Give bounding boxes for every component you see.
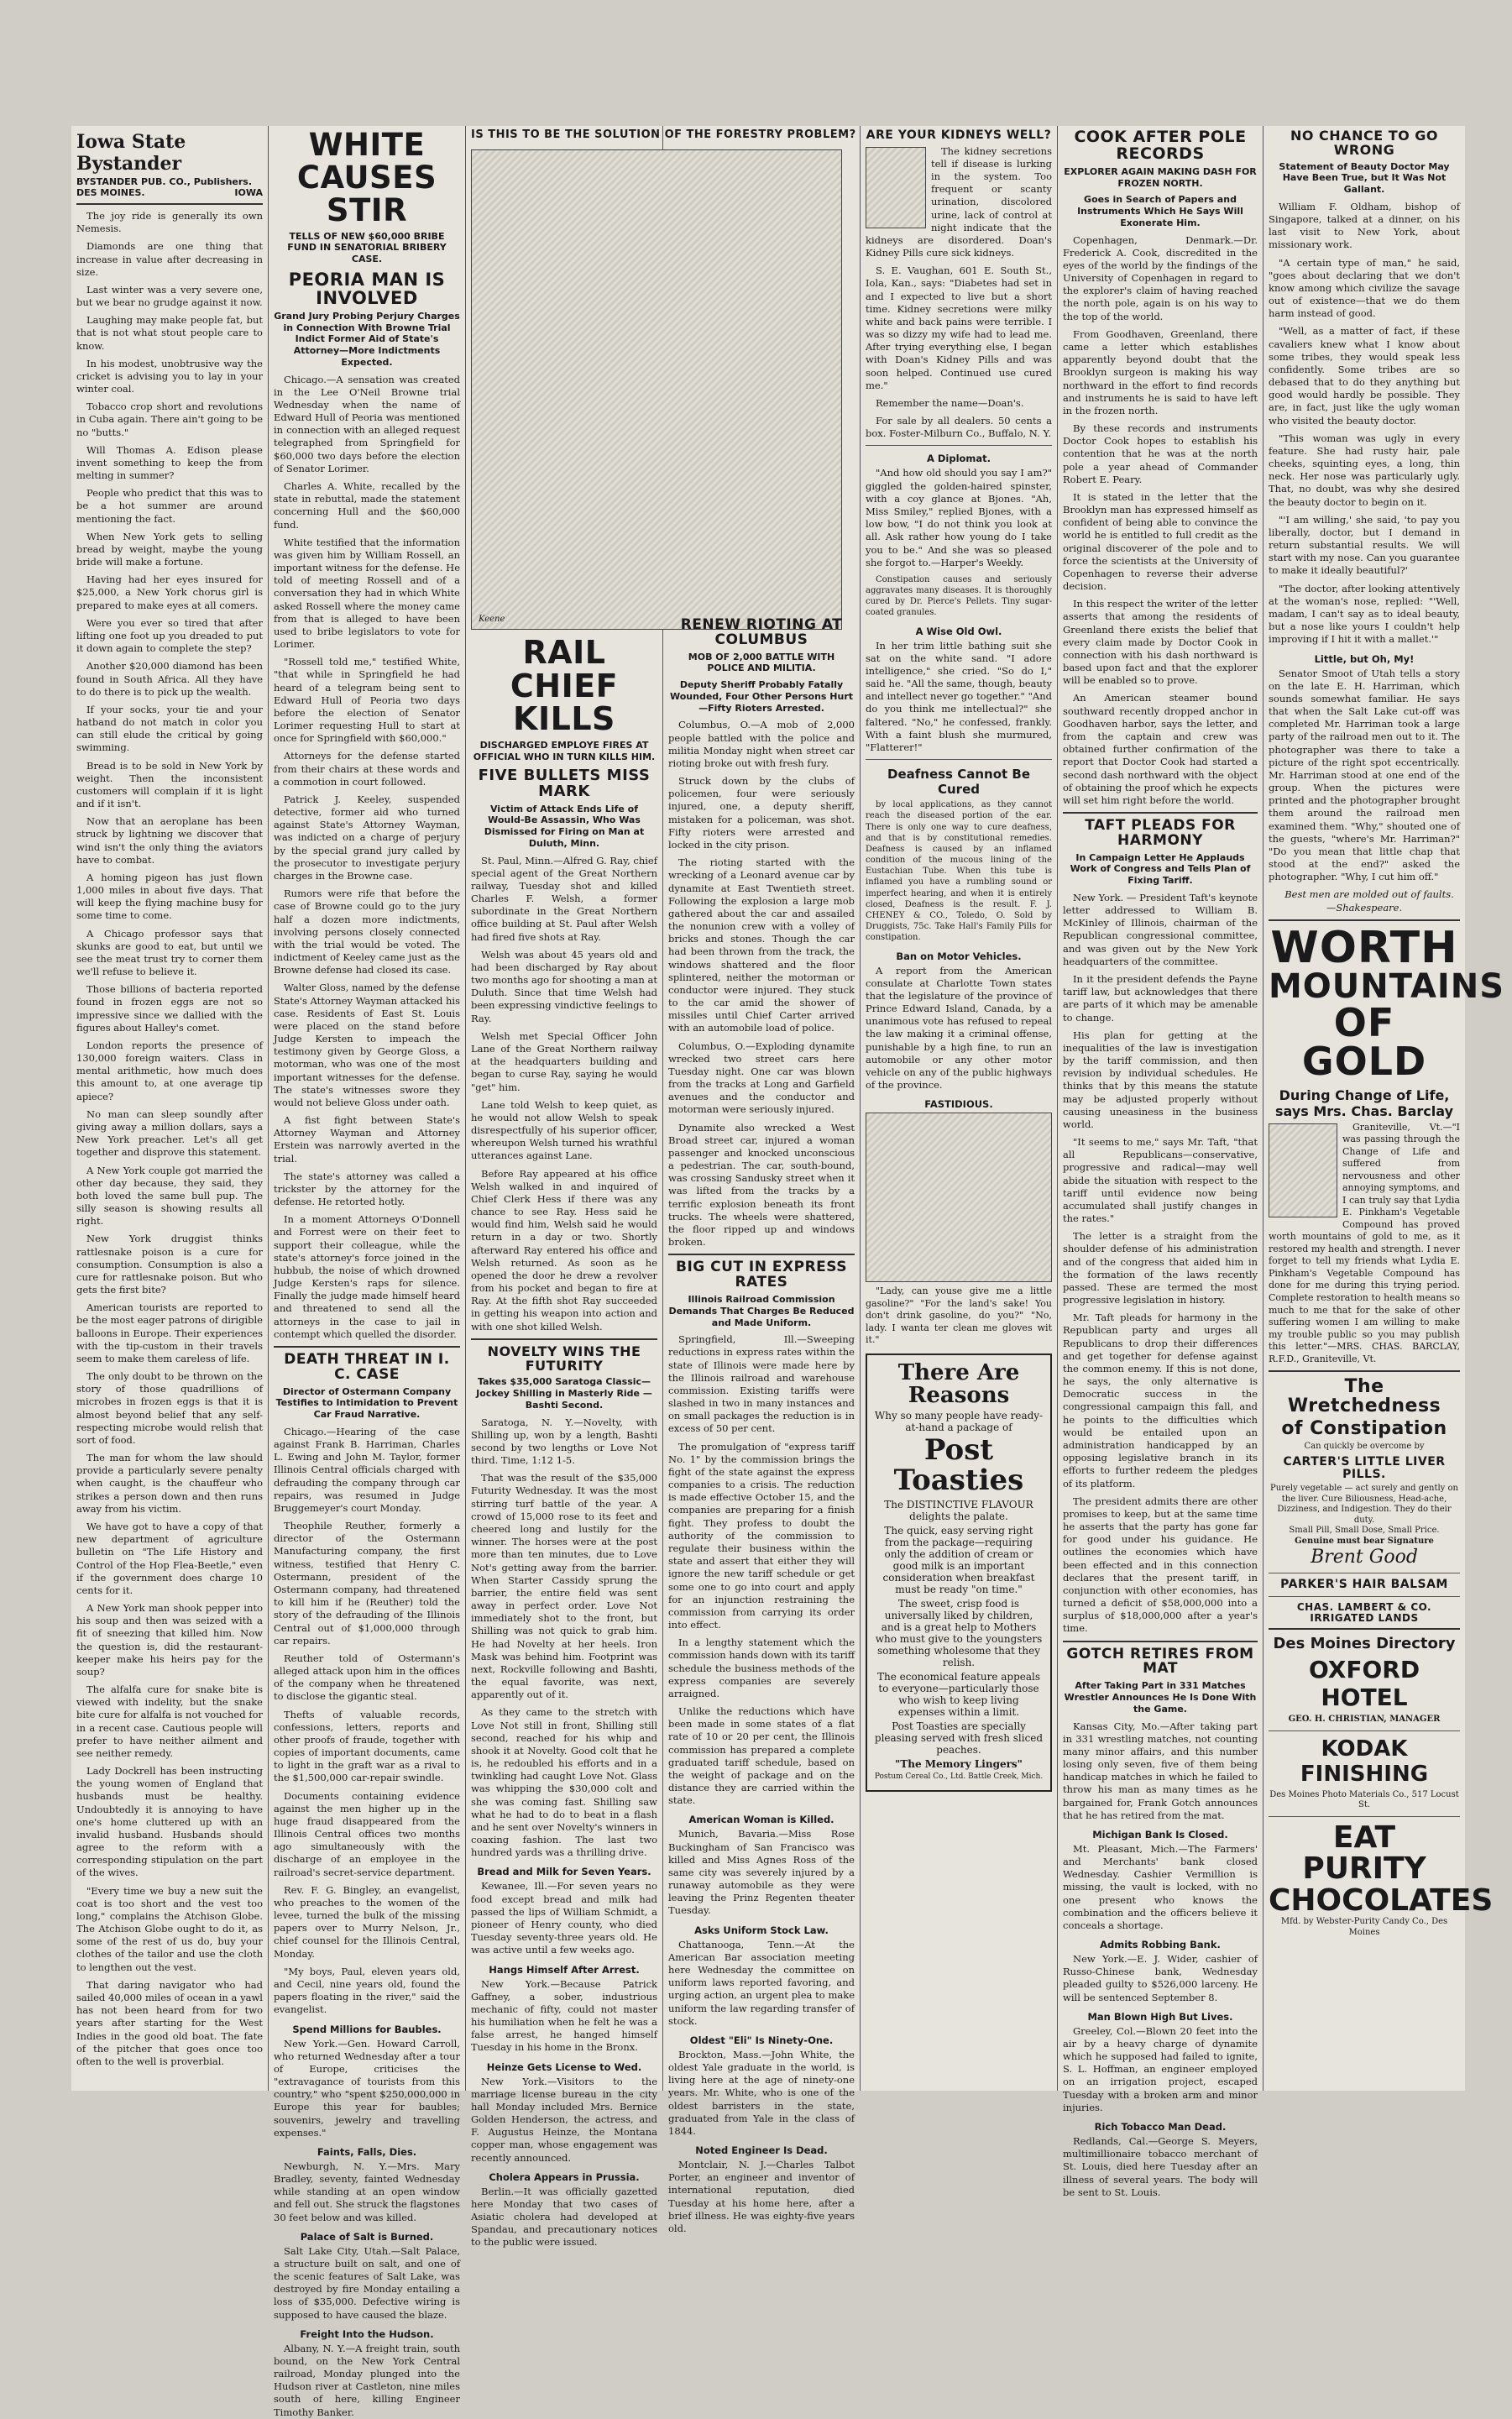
parker-ad: PARKER'S HAIR BALSAM — [1280, 1578, 1448, 1592]
headline-renew-rioting: RENEW RIOTING AT COLUMBUS — [680, 616, 843, 648]
paragraph: It is stated in the letter that the Brooklyn man has expressed himself as confident of being able to convince the world he is entitled to full credit as the original discoverer of the pole and to force the scientists at the University of Copenhagen to reverse their adverse decision. — [1063, 490, 1258, 593]
paragraph: The man for whom the law should provide a particularly severe penalty when caught, is the chauffeur who strikes a person down and then runs away from his victim. — [76, 1452, 263, 1515]
paragraph: Walter Gloss, named by the defense State's Attorney Wayman attacked his case. Residents of East St. Louis were placed on the stand before Judge Kersten to impeach the testimony given by George Gloss, a motorman, who was one of the most important witnesses for the defense. The state's witnesses swore they would not believe Gloss under oath. — [274, 982, 460, 1108]
paragraph: The rioting started with the wrecking of a Leonard avenue car by dynamite at East Twentieth street. Following the explosion a large mob gathered about the car and assailed the nonunion crew with a volley of bricks and stones. Though the car had been thrown from the track, the windows shattered and the floor splintered, neither the motorman or conductor were injured. They stuck to the car amid the shower of missiles until Chief Carter arrived with an automobile load of police. — [668, 856, 855, 1034]
paragraph: "And how old should you say I am?" giggled the golden-haired spinster, with a coy glance at Bjones. "Ah, Miss Smiley," replied Bjones, with a low bow, "I do not think you look at all. Ask rather how young do I take you to be." And she was so pleased she forgot to.—Harper's Weekly. — [866, 467, 1052, 568]
subdeck: Goes in Search of Papers and Instruments Which He Says Will Exonerate Him. — [1077, 194, 1243, 228]
paragraph: We have got to have a copy of that new department of agriculture bulletin on "The Life History and Control of the Hop Flea-Beetle," even if the government does charge 10 cents for it. — [76, 1520, 263, 1596]
subdeck: Grand Jury Probing Perjury Charges in Connection With Browne Trial Indict Former Aid of State's Attorney—More Indictments Expected. — [274, 310, 460, 368]
paragraph: "Every time we buy a new suit the coat is too short and the vest too long," complains the Atchison Globe. The Atchison Globe ought to do it, as some of the rest of us do, buy your clothes of the tailor and use the cloth to lengthen out the vest. — [76, 1884, 263, 1973]
paragraph: American tourists are reported to be the most eager patrons of dirigible balloons in Europe. Their experiences with the tip-custom in their travels seem to make them careless of life. — [76, 1301, 263, 1364]
subdeck: Victim of Attack Ends Life of Would-Be Assassin, Who Was Dismissed for Firing on Man at Duluth, Minn. — [484, 803, 645, 849]
eat-purity: EAT PURITY — [1302, 1819, 1426, 1887]
directory-title: Des Moines Directory — [1273, 1635, 1456, 1653]
article-body — [274, 374, 460, 1341]
paragraph: Rev. F. G. Bingley, an evangelist, who preaches to the women of the levee, turned the bulk of the missing papers over to Murry Nelson, Jr., chief counsel for the Illinois Central, Monday. — [274, 1883, 460, 1960]
deck-2: Takes $35,000 Saratoga Classic—Jockey Shilling in Masterly Ride —Bashti Second. — [476, 1376, 652, 1411]
brief-head: Man Blown High But Lives. — [1087, 2010, 1233, 2023]
paragraph: The kidney secretions tell if disease is lurking in the system. Too frequent or scanty urination, discolored urine, lack of control at night indicate that the kidneys are disordered. Doan's Kidney Pills cure sick kidneys. — [866, 144, 1052, 259]
paragraph: Tobacco crop short and revolutions in Cuba again. There ain't going to be no "butts." — [76, 401, 263, 438]
paragraph: Another $20,000 diamond has been found in South Africa. All they have to do there is to pick up the wealth. — [76, 660, 263, 698]
post-toasties-ad — [866, 1353, 1052, 1792]
paragraph: From Goodhaven, Greenland, there came a letter which establishes apparently beyond doubt that the Brooklyn surgeon is making his way northward in the effort to find records and instruments he is said to have left in the frozen north. — [1063, 327, 1258, 416]
paragraph: That daring navigator who had sailed 40,000 miles of ocean in a yawl has not been heard from for two years after starting for the West Indies in the good old boat. The fate of the pitcher that goes once too often to the well is proverbial. — [76, 1978, 263, 2067]
paragraph: Saratoga, N. Y.—Novelty, with Shilling up, won by a length, Bashti second by two lengths or Love Not third. Time, 1:12 1-5. — [471, 1416, 657, 1467]
paragraph: "Well, as a matter of fact, if these cavaliers knew what I know about some tribes, they would speak less confidently. Some tribes are so debased that to do they anything but good would hardly be possible. They are, in fact, just like the ugly woman who visited the beauty doctor. — [1269, 325, 1460, 427]
subdeck: Deputy Sheriff Probably Fatally Wounded, Four Other Persons Hurt—Fifty Rioters Arrested. — [669, 679, 854, 714]
brief-head: Bread and Milk for Seven Years. — [477, 1866, 651, 1878]
paragraph: Laughing may make people fat, but that is not what stout people care to know. — [76, 314, 263, 352]
headline-death-threat: DEATH THREAT IN I. C. CASE — [284, 1351, 450, 1383]
oxford-hotel: OXFORD HOTEL — [1308, 1656, 1420, 1712]
ad-big-2: MOUNTAINS — [1269, 966, 1505, 1006]
paragraph: Now that an aeroplane has been struck by lightning we discover that wind isn't the only thing the aviators have to combat. — [76, 815, 263, 866]
brief-head: Noted Engineer Is Dead. — [695, 2144, 828, 2157]
ad-maker: Postum Cereal Co., Ltd. Battle Creek, Mich. — [874, 1772, 1044, 1781]
ad-line-1: There Are — [897, 1359, 1020, 1385]
cartoon-title: IS THIS TO BE THE SOLUTION OF THE FORESTRY PROBLEM? — [471, 128, 856, 141]
brief-text: Kewanee, Ill.—For seven years no food except bread and milk had passed the lips of William Schmidt, a pioneer of Henry county, who died Tuesday seventy-three years old. He was active until a few weeks ago. — [471, 1880, 657, 1956]
ad-text: Graniteville, Vt.—"I was passing through the Change of Life and suffered from nervousness and other annoying symptoms, and I can truly say that Lydia E. Pinkham's Vegetable Compound has proved worth mountains of gold to me, as it restored my health and strength. I never forget to tell my friends what Lydia E. Pinkham's Vegetable Compound has done for me during this trying period. Complete restoration to health means so much to me that for the sake of other suffering women I am willing to make my trouble public so you may publish this letter."—MRS. CHAS. BARCLAY, R.F.D., Graniteville, Vt. — [1269, 1121, 1460, 1364]
headline-taft: TAFT PLEADS FOR HARMONY — [1085, 817, 1236, 849]
brief-text: Berlin.—It was officially gazetted here Monday that two cases of Asiatic cholera had developed at Spandau, and precautionary notices to the public were issued. — [471, 2185, 657, 2249]
brief-head: Asks Uniform Stock Law. — [694, 1924, 829, 1936]
paragraph: The promulgation of "express tariff No. 1" by the commission brings the fight of the state against the express companies to a crisis. The reduction is made effective October 15, and the companies are preparing for a finish fight. They profess to doubt the authority of the commission to regulate their business within the state and assert that either they will ignore the new tariff schedule or get some one to go into court and apply for an injunction restraining the commission from carrying its order into effect. — [668, 1440, 855, 1631]
paragraph: Columbus, O.—A mob of 2,000 people battled with the police and militia Monday night when street car rioting broke out with fresh fury. — [668, 719, 855, 769]
deck-2: Director of Ostermann Company Testifies to Intimidation to Prevent Car Fraud Narrative. — [275, 1385, 458, 1421]
paragraph: Will Thomas A. Edison please invent something to keep the from melting in summer? — [76, 443, 263, 482]
brief-text: Brockton, Mass.—John White, the oldest Yale graduate in the world, is living here at the age of ninety-one years. Mr. White, who is one of the oldest barristers in the state, graduated from Yale in the class of 1844. — [668, 2048, 855, 2137]
brief-text: New York.—E. J. Wider, cashier of Russo-Chinese bank, Wednesday pleaded guilty to $526,000 larceny. He will be sentenced September 8. — [1063, 1953, 1258, 2003]
briefs — [274, 2024, 460, 2419]
paragraph: His plan for getting at the inequalities of the law is investigation by the tariff commission, and then revision by individual schedules. He thinks that by this means the statute may be adjusted properly without causing uneasiness in the business world. — [1063, 1029, 1258, 1130]
masthead — [76, 131, 263, 198]
paragraph: Charles A. White, recalled by the state in rebuttal, made the statement concerning Hull and the $60,000 fund. — [274, 480, 460, 531]
column-2 — [269, 126, 466, 2418]
column-5 — [861, 126, 1058, 2091]
paragraph: "This woman was ugly in every feature. She had rusty hair, pale cheeks, squinting eyes, a long, thin neck. Her nose was particularly ugly. That, no doubt, was why she desired the beauty doctor to begin on it. — [1269, 432, 1460, 508]
ad-brand: CARTER'S LITTLE LIVER PILLS. — [1283, 1454, 1446, 1481]
ad-big-1: WORTH — [1270, 922, 1458, 973]
kidney-ad-portrait — [866, 147, 926, 228]
paragraph: Bread is to be sold in New York by weight. Then the inconsistent customers will complain if it is light and if it isn't. — [76, 759, 263, 810]
paragraph: A fist fight between State's Attorney Wayman and Attorney Erstein was narrowly averted in the trial. — [274, 1114, 460, 1165]
eat-line: Mfd. by Webster-Purity Candy Co., Des Moines — [1280, 1917, 1448, 1937]
ad-line-8: Post Toasties are specially pleasing served with fresh sliced peaches. — [874, 1720, 1044, 1756]
paragraph: As they came to the stretch with Love Not still in front, Shilling still second, reached for his whip and shook it at Novelty. Good colt that he is, he redoubled his efforts and in a twinkling had caught Love Not. Glass was whipping the $30,000 colt and she was coming fast. Shilling saw what he had to do to beat in a flash and he sent over Novelty's winners in coaxing fashion. The last two hundred yards was a thrilling drive. — [471, 1706, 657, 1859]
paragraph: The only doubt to be thrown on the story of those quadrillions of microbes in frozen eggs is that it is almost beyond belief that any self-respecting microbe would relish that sort of food. — [76, 1370, 263, 1446]
deck-3: After Taking Part in 331 Matches Wrestler Announces He Is Done With the Game. — [1064, 1680, 1257, 1715]
deck-2: Illinois Railroad Commission Demands That Charges Be Reduced and Made Uniform. — [668, 1294, 855, 1328]
barclay-portrait — [1269, 1123, 1337, 1217]
subhead: FIVE BULLETS MISS MARK — [478, 766, 651, 800]
chocolates: CHOCOLATES — [1269, 1883, 1494, 1919]
ad-signature: Brent Good — [1311, 1547, 1418, 1568]
brief-text: Munich, Bavaria.—Miss Rose Buckingham of San Francisco was killed and Miss Agnes Ross of the same city was severely injured by a runaway automobile as they were leaving the Prinz Regenten theater Tuesday. — [668, 1828, 855, 1917]
column-6 — [1058, 126, 1263, 2198]
paragraph: S. E. Vaughan, 601 E. South St., Iola, Kan., says: "Diabetes had set in and I expected to live but a short time. Kidney secretions were milky white and back pains were terrible. I was so dizzy my wife had to lead me. After trying everything else, I began with Doan's Kidney Pills and was soon helped. Continued use cured me." — [866, 264, 1052, 391]
brief-head: Freight Into the Hudson. — [300, 2327, 434, 2340]
cartoon-signature: Keene — [479, 615, 505, 624]
ad-slogan: "The Memory Lingers" — [895, 1757, 1023, 1770]
brief-text: New York.—Gen. Howard Carroll, who returned Wednesday after a tour of Europe, criticises the "extravagance of tourists from this country," who "spent $250,000,000 in Europe this year for baubles; souvenirs, jewelry and travelling expenses." — [274, 2037, 460, 2139]
pinkham-ad — [1269, 922, 1505, 1365]
paragraph: Thefts of valuable records, confessions, letters, reports and other proofs of fraude, together with copies of important documents, came to light in the graft war as a rival to the $1,500,000 car-repair swindle. — [274, 1708, 460, 1784]
oxford-manager: GEO. H. CHRISTIAN, MANAGER — [1288, 1715, 1441, 1725]
paragraph: Kansas City, Mo.—After taking part in 331 wrestling matches, not counting many minor affairs, and this number losing only seven, five of them being handicap matches in which he failed to throw his man as many times as he bargained for, Frank Gotch announces that he has retired from the mat. — [1063, 1720, 1258, 1821]
ad-line: Can quickly be overcome by — [1304, 1442, 1425, 1452]
cartoon-title: FASTIDIOUS. — [924, 1098, 993, 1111]
paragraph: When New York gets to selling bread by weight, maybe the young bride will make a fortune. — [76, 530, 263, 568]
paragraph: The state's attorney was called a trickster by the attorney for the defense. He retorted hotly. — [274, 1170, 460, 1208]
paragraph: Rumors were rife that before the case of Browne could go to the jury half a dozen more indictments, involving persons closely connected with the trial would be voted. The indictment of Keeley came just as the Browne defense had closed its case. — [274, 887, 460, 977]
ad-small: Small Pill, Small Dose, Small Price. — [1289, 1526, 1440, 1536]
column-4 — [663, 126, 861, 2234]
paragraph: The alfalfa cure for snake bite is viewed with indelity, but the snake bite cure for alfalfa is not vouched for in a recent case. Cautious people will prefer to have neither ailment and see neither remedy. — [76, 1683, 263, 1759]
article-body — [668, 719, 855, 1249]
carters-ad — [1269, 1377, 1460, 1568]
brief-text: Montclair, N. J.—Charles Talbot Porter, an engineer and inventor of international reputation, died Tuesday at his home here, after a brief illness. He was eighty-five years old. — [668, 2159, 855, 2234]
deck: DISCHARGED EMPLOYE FIRES AT OFFICIAL WHO IN TURN KILLS HIM. — [473, 740, 656, 763]
paragraph: If your socks, your tie and your hatband do not match in color you can still elude the critical by going swimming. — [76, 703, 263, 754]
paragraph: Lane told Welsh to keep quiet, as he would not allow Welsh to speak disrespectfully of his superior officer, whereupon Welsh turned his wrathful utterances against Lane. — [471, 1098, 657, 1162]
ad-line-7: The economical feature appeals to everyone—particularly those who wish to keep living expenses within a limit. — [876, 1670, 1041, 1718]
paragraph: "A certain type of man," he said, "goes about declaring that we don't know among which civilize the savage out of existence—that we do them harm instead of good. — [1269, 256, 1460, 320]
paragraph: William F. Oldham, bishop of Singapore, talked at a dinner, on his last visit to New York, about missionary work. — [1269, 200, 1460, 251]
paragraph: Diamonds are one thing that increase in value after decreasing in size. — [76, 240, 263, 278]
paragraph: Dynamite also wrecked a West Broad street car, injured a woman passenger and knocked unconscious a pedestrian. The car, south-bound, was crossing Sandusky street when it was lifted from the tracks by a terrific explosion beneath its front trucks. The wheels were shattered, the floor ripped up and windows broken. — [668, 1121, 855, 1249]
paragraph: Theophile Reuther, formerly a director of the Ostermann Manufacturing company, the first witness, testified that Henry C. Ostermann, president of the Ostermann company, had threatened to kill him if he (Reuther) told the story of the defrauding of the Illinois Central out of $1,000,000 through car repairs. — [274, 1520, 460, 1647]
column-1 — [71, 126, 269, 2091]
ad-big-3: OF GOLD — [1301, 999, 1427, 1084]
newspaper-page — [71, 126, 1505, 2418]
paragraph: Struck down by the clubs of policemen, four were seriously injured, one, a deputy sheriff, mistaken for a policeman, was shot. Fifty rioters were arrested and locked in the city prison. — [668, 775, 855, 851]
paragraph: No man can sleep soundly after giving away a million dollars, says a New York preacher. Let's all get together and disprove this statement. — [76, 1107, 263, 1159]
briefs — [668, 1814, 855, 2235]
pellets-note: Constipation causes and seriously aggravates many diseases. It is thoroughly cured by Dr. Pierce's Pellets. Tiny sugar-coated granules. — [866, 574, 1052, 618]
masthead-title: Iowa State Bystander — [76, 131, 186, 175]
column-7 — [1263, 126, 1505, 2091]
article-body — [1269, 201, 1460, 647]
paragraph: "The doctor, after looking attentively at the woman's nose, replied: "'Well, madam, I can't say as to ideal beauty, but a nose like yours I couldn't help improving if I hit it with a mallet.'" — [1269, 582, 1460, 646]
deck-2: In Campaign Letter He Applauds Work of Congress and Tells Plan of Fixing Tariff. — [1070, 851, 1251, 887]
paragraph: In a moment Attorneys O'Donnell and Forrest were on their feet to support their colleague, while the state's attorney's force joined in the hubbub, the noise of which drowned Judge Kersten's raps for silence. Finally the judge made himself heard and threatened to send all the attorneys in the case to jail in contempt which quelled the disorder. — [274, 1213, 460, 1340]
paragraph: "'I am willing,' she said, 'to pay you liberally, doctor, but I demand in return substantial results. We will start with my nose. Can you guarantee to make it ideally beautiful?' — [1269, 513, 1460, 577]
headline-rail-chief-kills: RAIL CHIEF KILLS — [510, 633, 619, 738]
paragraph: New York. — President Taft's keynote letter addressed to William B. McKinley of Illinois, chairman of the Republican congressional committee, and was given out by the New York headquarters of the committee. — [1063, 891, 1258, 967]
paragraph: Last winter was a very severe one, but we bear no grudge against it now. — [76, 283, 263, 309]
paragraph: Springfield, Ill.—Sweeping reductions in express rates within the state of Illinois were made here by the Illinois railroad and warehouse commission. Existing tariffs were slashed in two in many instances and on small packages the reduction is in excess of 50 per cent. — [668, 1333, 855, 1435]
subhead-little: Little, but Oh, My! — [1314, 652, 1415, 665]
paragraph: St. Paul, Minn.—Alfred G. Ray, chief special agent of the Great Northern railway, Tuesday shot and killed Charles F. Welsh, a former subordinate in the Great Northern office building at St. Paul after Welsh had fired five shots at Ray. — [471, 854, 657, 943]
paragraph: A report from the American consulate at Charlotte Town states that the legislature of the province of Prince Edward Island, Canada, by a unanimous vote has refused to repeal the law making it a criminal offense, punishable by a high fine, to run an automobile or any other motor vehicle on any of the public highways of the province. — [866, 964, 1052, 1092]
paragraph: "My boys, Paul, eleven years old, and Cecil, nine years old, found the papers floating in the river," said the evangelist. — [274, 1965, 460, 2016]
paragraph: A New York man shook pepper into his soup and then was seized with a fit of sneezing that killed him. Now the question is, did the restaurant-keeper make his heirs pay for the soup? — [76, 1602, 263, 1678]
paragraph: "Rossell told me," testified White, "that while in Springfield he had heard of a telegram being sent to Edward Hull of Peoria two days before the election of Senator Lorimer requesting Hull to start at once for Springfield with $60,000." — [274, 656, 460, 745]
article-body-2 — [1063, 892, 1258, 1636]
brief-head: Michigan Bank Is Closed. — [1092, 1828, 1228, 1840]
ad-brand: Post Toasties — [893, 1433, 1024, 1498]
paragraph: Before Ray appeared at his office Welsh walked in and inquired of Chief Clerk Hess if there was any chance to see Ray. Hess said he would find him, Welsh said he would return in a day or two. Shortly afterward Ray entered his office and Welsh returned. As soon as he opened the door he drew a revolver from his pocket and began to fire at Ray. At the fifth shot Ray succeeded in getting his weapon into action and with one shot killed Welsh. — [471, 1167, 657, 1333]
lambert-ad: CHAS. LAMBERT & CO. IRRIGATED LANDS — [1296, 1600, 1432, 1624]
deck: Statement of Beauty Doctor May Have Been True, but It Was Not Gallant. — [1279, 160, 1450, 196]
paragraph: "It seems to me," says Mr. Taft, "that all Republicans—conservative, progressive and radical—may well abide the situation with respect to the tariff until evidence now being accumulated shall justify changes in the rates." — [1063, 1136, 1258, 1225]
paragraph: Lady Dockrell has been instructing the young women of England that husbands must be healthy. Undoubtedly it is annoying to have one's home cluttered up with an invalid husband. Husbands should agree to the reform with a corresponding stipulation on the part of the wives. — [76, 1765, 263, 1879]
brief-text: New York.—Because Patrick Gaffney, a sober, industrious mechanic of fifty, could not master his humiliation when he felt he was a false arrest, he hanged himself Tuesday in his home in the Bronx. — [471, 1977, 657, 2054]
brief-text: Newburgh, N. Y.—Mrs. Mary Bradley, seventy, fainted Wednesday while standing at an open window and fell out. She struck the flagstones 30 feet below and was killed. — [274, 2160, 460, 2223]
brief-text: Mt. Pleasant, Mich.—The Farmers' and Merchants' bank closed Wednesday. Cashier Vermillion is missing, the vault is locked, with no one present who knows the combination and the officers believe it conceals a shortage. — [1063, 1842, 1258, 1931]
paragraph: In this respect the writer of the letter asserts that among the residents of Greenland there exists the belief that every claim made by Doctor Cook in connection with his dash northward is based upon fact and that the explorer will be enabled so to prove. — [1063, 598, 1258, 687]
brief-head: Heinze Gets License to Wed. — [486, 2060, 642, 2073]
ad-line-3: Why so many people have ready-at-hand a package of — [874, 1410, 1044, 1434]
article-body-3 — [1063, 1720, 1258, 1822]
masthead-city: DES MOINES. — [76, 187, 145, 198]
article-body-2 — [471, 1416, 657, 1860]
paragraph: The letter is a straight from the shoulder defense of his administration and of the congress that aided him in the formation of the laws recently passed. These are termed the most progressive legislation in history. — [1063, 1230, 1258, 1306]
briefs — [471, 1866, 657, 2249]
paragraph: Those billions of bacteria reported found in frozen eggs are not so impressive since we dallied with the figures about Halley's comet. — [76, 983, 263, 1034]
brief-head: Hangs Himself After Arrest. — [489, 1963, 640, 1976]
brief-text: New York.—Visitors to the marriage license bureau in the city hall Monday included Mrs. Bernice Golden Henderson, the actress, and F. Augustus Heinze, the Montana copper man, whose engagement was recently announced. — [471, 2075, 657, 2164]
ad-line-2: Reasons — [908, 1383, 1010, 1409]
paragraph: Were you ever so tired that after lifting one foot up you dreaded to put it down again to complete the step? — [76, 616, 263, 655]
brief-text: Albany, N. Y.—A freight train, south bound, on the New York Central railroad, Monday plunged into the Hudson river at Castleton, nine miles south of here, killing Engineer Timothy Banker. — [274, 2342, 460, 2418]
paragraph: Chicago.—Hearing of the case against Frank B. Harriman, Charles L. Ewing and John M. Taylor, former Illinois Central officials charged with defrauding the company through car repairs, was resumed in Judge Bruggemeyer's court Monday. — [274, 1425, 460, 1514]
paragraph: White testified that the information was given him by William Rossell, an important witness for the defense. He told of meeting Rossell and of a conversation they had in which White asked Rossell where the money came from that is alleged to have been used to bribe legislators to vote for Lorimer. — [274, 536, 460, 651]
ad-line-4: The DISTINCTIVE FLAVOUR delights the palate. — [884, 1498, 1033, 1522]
paragraph: That was the result of the $35,000 Futurity Wednesday. It was the most stirring turf battle of the year. A crowd of 15,000 rose to its feet and cheered long and lustily for the winner. The horses were at the post more than ten minutes, due to Love Not's getting away from the barrier. When Starter Cassidy sprung the barrier, the entire field was sent away in perfect order. Love Not immediately shot to the front, but Shilling was not quick to grab him. He had Novelty at her heels. Iron Mask was behind him. Footprint was next, Rockville following and Bashti, the equal favorite, was next, apparently out of it. — [471, 1472, 657, 1701]
paragraph: A Chicago professor says that skunks are good to eat, but until we see the meat trust try to corner them we'll refuse to believe it. — [76, 927, 263, 978]
paragraph: The president admits there are other promises to keep, but at the same time he asserts that the party has gone far for good under his guidance. He outlines the economies which have been effected and in this connection declares that the present tariff, in conjunction with other economies, has turned a deficit of $58,000,000 into a surplus of $18,000,000 after a year's time. — [1063, 1495, 1258, 1635]
paragraph: Mr. Taft pleads for harmony in the Republican party and urges all Republicans to drop their differences and get together for defense against the common enemy. If this is not done, he says, the only alternative is Democratic success in the congressional campaign this fall, and he points to the difficulties which would be entailed upon an administration handicapped by an opposing legislative branch in its efforts to further redeem the pledges of its platform. — [1063, 1312, 1258, 1490]
headline-novelty: NOVELTY WINS THE FUTURITY — [487, 1343, 641, 1374]
paragraph: In his modest, unobtrusive way the cricket is advising you to lay in your winter coal. — [76, 357, 263, 395]
paragraph: Having had her eyes insured for $25,000, a New York chorus girl is prepared to make eyes at all comers. — [76, 573, 263, 611]
paragraph: In it the president defends the Payne tariff law, but acknowledges that there are parts of it which may be amenable to change. — [1063, 972, 1258, 1024]
cartoon-caption: "Lady, can youse give me a little gasoline?" "For the land's sake! You don't drink gasoline, do you?" "No, lady. I wanta ter clean me gloves wit it." — [866, 1285, 1052, 1346]
subhead: PEORIA MAN IS INVOLVED — [288, 269, 446, 308]
ad-line-6: The sweet, crisp food is universally liked by children, and is a great help to Mothers who must give to the youngsters something wholesome that they relish. — [875, 1597, 1043, 1668]
briefs — [1063, 1829, 1258, 2199]
brief-head: Faints, Falls, Dies. — [317, 2145, 417, 2158]
ad-head-1: The Wretchedness — [1287, 1376, 1441, 1417]
article-body — [471, 855, 657, 1333]
headline-express-rates: BIG CUT IN EXPRESS RATES — [675, 1259, 848, 1291]
brief-head: Cholera Appears in Prussia. — [489, 2170, 640, 2183]
brief-head: Palace of Salt is Burned. — [300, 2230, 434, 2243]
paragraph: Copenhagen, Denmark.—Dr. Frederick A. Cook, discredited in the eyes of the world by the findings of the University of Copenhagen in regard to the explorer's claim of having reached the north pole, again is on his way to the top of the world. — [1063, 233, 1258, 322]
subhead-motor: Ban on Motor Vehicles. — [896, 950, 1022, 962]
paragraph: The joy ride is generally its own Nemesis. — [76, 210, 263, 235]
paragraph: By these records and instruments Doctor Cook hopes to establish his contention that he was at the north pole a year ahead of Commander Robert E. Peary. — [1063, 422, 1258, 485]
paragraph: People who predict that this was to be a hot summer are around mentioning the fact. — [76, 487, 263, 525]
paragraph: A New York couple got married the other day because, they said, they both loved the same bull pup. The silly season is showing results all right. — [76, 1164, 263, 1228]
masthead-publisher: BYSTANDER PUB. CO., Publishers. — [76, 176, 253, 187]
paragraph: Senator Smoot of Utah tells a story on the late E. H. Harriman, which sounds somewhat familiar. He says that when the Salt Lake cut-off was completed Mr. Harriman took a large party of the railroad men out to it. The photographer was there to take a picture of the right spot eccentrically. Mr. Harriman stood at one end of the group. When the pictures were printed and the photographer brought them around the railroad men examined them. "Why," shouted one of the guests, "where's Mr. Harriman?" "Do you mean that little chap that stood at the end?" asked the photographer. "Why, I cut him off." — [1269, 667, 1460, 883]
paragraph: Welsh met Special Officer John Lane of the Great Northern railway at the headquarters building and began to curse Ray, saying he would "get" him. — [471, 1029, 657, 1093]
subhead-diplomat: A Diplomat. — [926, 453, 991, 465]
kodak-line: Des Moines Photo Materials Co., 517 Locust St. — [1269, 1789, 1459, 1810]
brief-text: Greeley, Col.—Blown 20 feet into the air by a heavy charge of dynamite which he supposed had failed to ignite, S. L. Hoffman, an engineer employed on an irrigation project, escaped Tuesday with a broken arm and minor injuries. — [1063, 2024, 1258, 2113]
article-body-2 — [668, 1333, 855, 1807]
headline-no-chance: NO CHANCE TO GO WRONG — [1290, 128, 1439, 158]
paragraph: A homing pigeon has just flown 1,000 miles in about five days. That will keep the flying machine busy for some time to come. — [76, 871, 263, 922]
paragraph: Remember the name—Doan's. — [876, 396, 1024, 409]
paragraph: An American steamer bound southward recently dropped anchor in Goodhaven harbor, says the letter, and from the captain and crew was obtained further confirmation of the report that Doctor Cook had started a second dash northward with the object of obtaining the proof which he expects will set him right before the world. — [1063, 692, 1258, 806]
article-body-2 — [274, 1426, 460, 2017]
paragraph: Chicago.—A sensation was created in the Lee O'Neil Browne trial Wednesday when the name of Edward Hull of Peoria was mentioned in connection with an alleged request telegraphed from Springfield for $60,000 two days before the election of Senator Lorimer. — [274, 373, 460, 474]
fastidious-cartoon — [866, 1113, 1052, 1282]
deck: TELLS OF NEW $60,000 BRIBE FUND IN SENATORIAL BRIBERY CASE. — [287, 230, 447, 265]
deck: EXPLORER AGAIN MAKING DASH FOR FROZEN NORTH. — [1064, 165, 1257, 189]
brief-text: Salt Lake City, Utah.—Salt Palace, a structure built on salt, and one of the scenic features of Salt Lake, was destroyed by fire Monday entailing a loss of $35,000. Defective wiring is supposed to have caused the blaze. — [274, 2244, 460, 2321]
subhead-deafness: Deafness Cannot Be Cured — [887, 767, 1030, 798]
paragraph: London reports the presence of 130,000 foreign waiters. Class in mental arithmetic, how much does this amount to, at one average tip apiece? — [76, 1039, 263, 1102]
paragraph: Unlike the reductions which have been made in some states of a flat rate of 10 or 20 per cent, the Illinois commission has prepared a complete graduated tariff schedule, based on the weight of package and on the distance they are carried within the state. — [668, 1705, 855, 1807]
paragraph: Attorneys for the defense started from their chairs at these words and a commotion in court followed. — [274, 750, 460, 788]
ad-head-2: of Constipation — [1281, 1418, 1447, 1440]
paragraph: New York druggist thinks rattlesnake poison is a cure for consumption. Consumption is also a cure for rattlesnake poison. But who gets the first bite? — [76, 1233, 263, 1296]
brief-head: American Woman is Killed. — [688, 1814, 834, 1826]
column-1-paragraphs — [76, 210, 263, 2068]
brief-text: Redlands, Cal.—George S. Meyers, multimillionaire tobacco merchant of St. Louis, died here Tuesday after an illness of several years. The body will be sent to St. Louis. — [1063, 2134, 1258, 2198]
brief-head: Admits Robbing Bank. — [1100, 1939, 1221, 1951]
headline-gotch: GOTCH RETIRES FROM MAT — [1066, 1645, 1254, 1678]
ad-line-5: The quick, easy serving right from the package—requiring only the addition of cream or good milk is an important consideration when breakfast must be ready "on time." — [882, 1524, 1035, 1595]
brief-head: Rich Tobacco Man Dead. — [1094, 2120, 1227, 2133]
article-body — [1063, 234, 1258, 807]
paragraph: by local applications, as they cannot reach the diseased portion of the ear. There is only one way to cure deafness, and that is by constitutional remedies. Deafness is caused by an inflamed condition of the mucous lining of the Eustachian Tube. When this tube is inflamed you have a rumbling sound or imperfect hearing, and when it is entirely closed, Deafness is the result. F. J. CHENEY & CO., Toledo, O. Sold by Druggists, 75c. Take Hall's Family Pills for constipation. — [866, 800, 1052, 943]
paragraph: Columbus, O.—Exploding dynamite wrecked two street cars here Tuesday night. One car was blown from the tracks at Long and Garfield avenues and the conductor and motorman were seriously injured. — [668, 1039, 855, 1116]
paragraph: For sale by all dealers. 50 cents a box. Foster-Milburn Co., Buffalo, N. Y. — [866, 415, 1052, 440]
paragraph: Reuther told of Ostermann's alleged attack upon him in the offices of the company when he threatened to disclose the gigantic steal. — [274, 1652, 460, 1703]
headline-cook: COOK AFTER POLE RECORDS — [1074, 128, 1247, 163]
headline-white-causes-stir: WHITE CAUSES STIR — [296, 127, 437, 228]
paragraph: Documents containing evidence against the men higher up in the huge fraud disappeared from the Illinois Central offices two months ago simultaneously with the discharge of an employee in the railroad's secret-service department. — [274, 1789, 460, 1878]
paragraph: Welsh was about 45 years old and had been discharged by Ray about two months ago for shooting a man at Duluth. Since that time Welsh had been expressing vindictive feelings to Ray. — [471, 948, 657, 1024]
headline-kidneys: ARE YOUR KIDNEYS WELL? — [866, 128, 1052, 142]
brief-head: Oldest "Eli" Is Ninety-One. — [689, 2034, 834, 2046]
paragraph: In her trim little bathing suit she sat on the white sand. "I adore intelligence," she cried. "So do I," said he. "All the same, though, beauty and intellect never go together." "And do you think me intellectual?" she faltered. "No," he confessed, frankly. With a faint blush she murmured, "Flatterer!" — [866, 639, 1052, 753]
deck: MOB OF 2,000 BATTLE WITH POLICE AND MILITIA. — [688, 651, 835, 674]
subhead-owl: A Wise Old Owl. — [915, 625, 1002, 637]
masthead-state: IOWA — [234, 187, 263, 198]
ad-sub: During Change of Life, says Mrs. Chas. Barclay — [1274, 1086, 1454, 1119]
paragraph: In a lengthy statement which the commission hands down with its tariff schedule the business methods of the express companies are severely arraigned. — [668, 1636, 855, 1699]
brief-head: Spend Millions for Baubles. — [292, 2023, 442, 2035]
brief-text: Chattanooga, Tenn.—At the American Bar association meeting here Wednesday the committee on uniform laws reported favoring, and urging action, an urgent plea to make uniform the law regarding transfer of stock. — [668, 1938, 855, 2027]
kodak-finishing: KODAK FINISHING — [1300, 1736, 1429, 1787]
ad-text: Purely vegetable — act surely and gently on the liver. Cure Biliousness, Head-ache, Dizziness, and Indigestion. They do their duty. — [1270, 1484, 1458, 1525]
paragraph: Patrick J. Keeley, suspended detective, former aid who turned against State's Attorney Wayman, was indicted on a charge of perjury by the special grand jury called by the prosecutor to investigate perjury charges in the Browne case. — [274, 793, 460, 882]
quote: Best men are molded out of faults. —Shakespeare. — [1284, 888, 1454, 914]
ad-genuine: Genuine must bear Signature — [1295, 1536, 1434, 1546]
